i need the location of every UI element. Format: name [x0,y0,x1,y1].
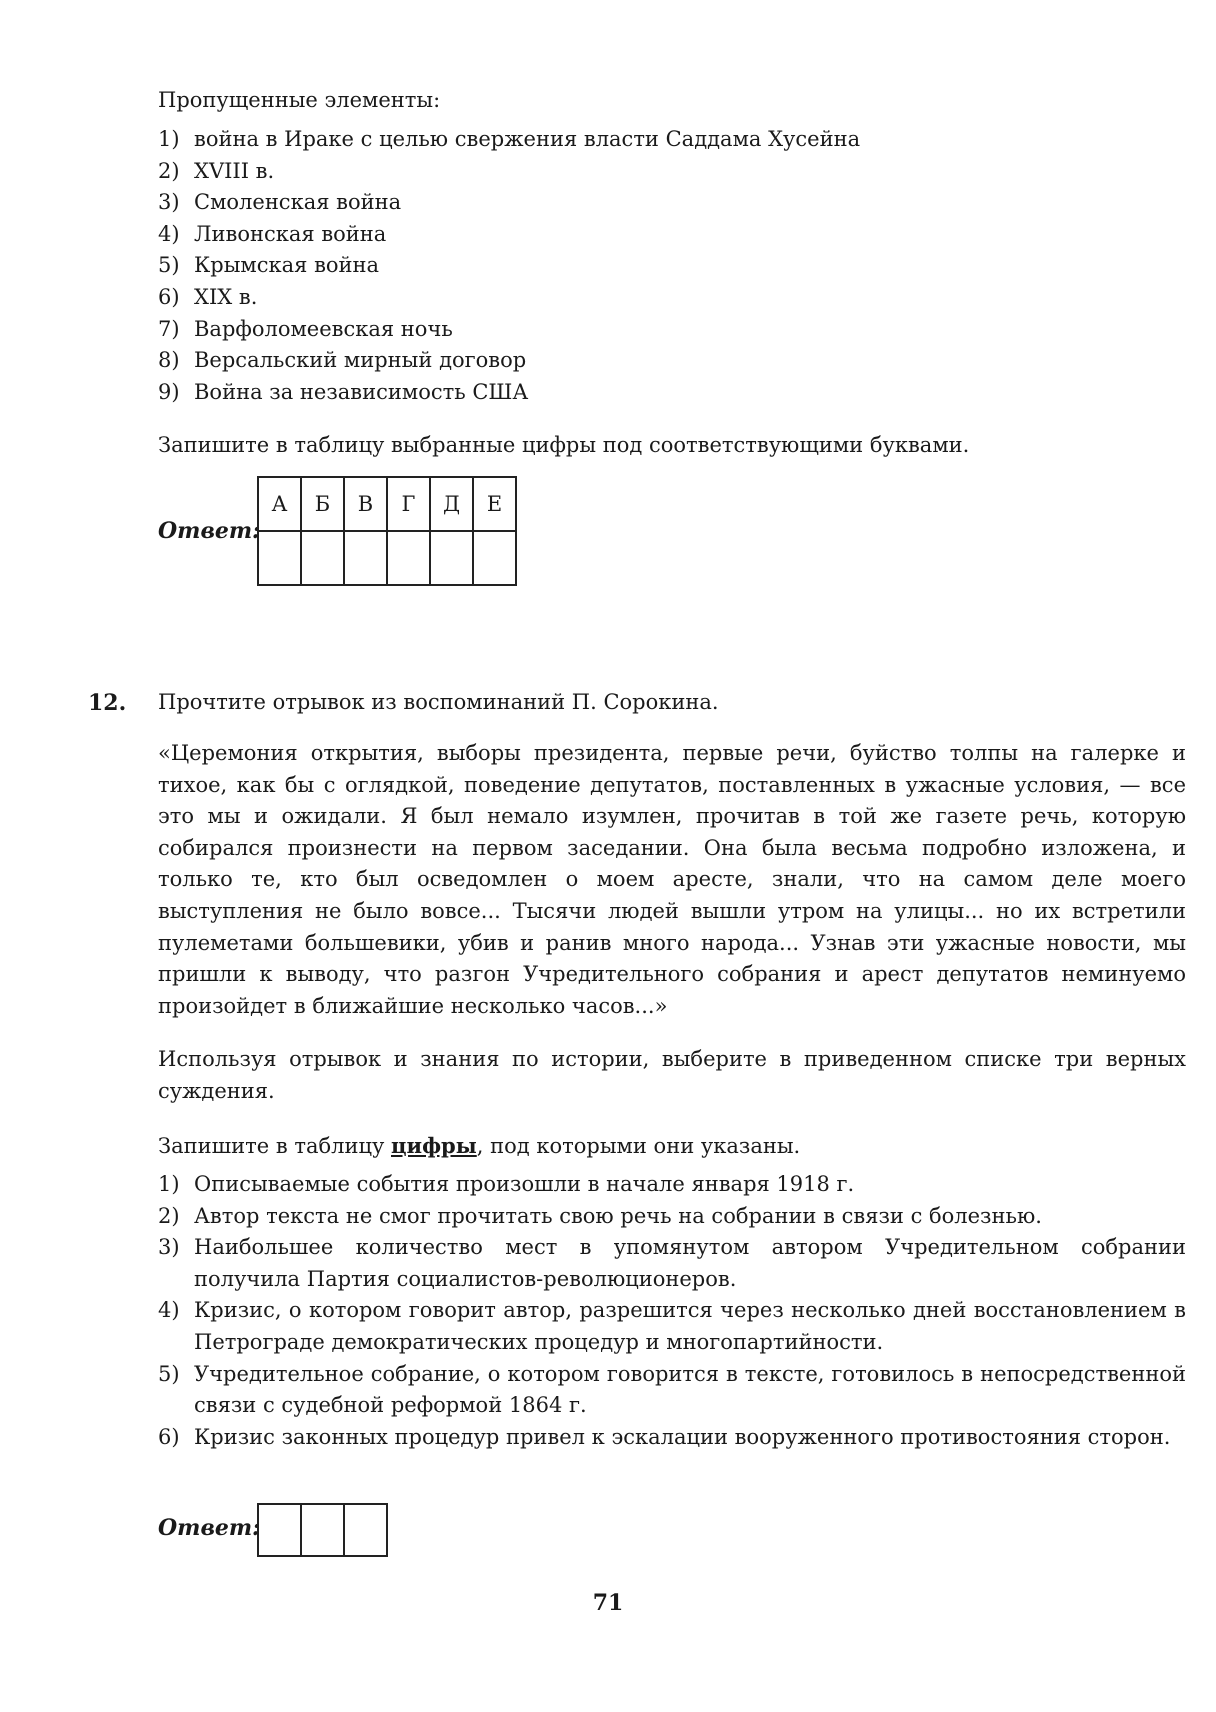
item-text: Описываемые события произошли в начале января 1918 г. [194,1172,855,1196]
letter-cell: Е [473,477,516,531]
item-number: 3) [158,190,180,215]
item-number: 4) [158,221,180,246]
item-text: Смоленская война [194,190,402,215]
item-number: 2) [158,158,180,183]
list-item [158,1232,1186,1295]
item-text: Кризис, о котором говорит автор, разрешится через несколько дней восстановлением в Петрограде демократических процедур и многопартийности. [194,1298,1186,1354]
question-number: 12. [88,690,127,716]
answer-instruction [158,1133,800,1158]
item-number: 6) [158,284,180,309]
answer-cell[interactable] [258,1504,301,1556]
page-number: 71 [592,1590,624,1616]
list-item [158,345,1058,377]
answer-cell[interactable] [301,531,344,585]
answer-table-letters [257,476,517,586]
item-text: Версальский мирный договор [194,348,527,373]
answer-cell[interactable] [430,531,473,585]
task-text: Используя отрывок и знания по истории, выберите в приведенном списке три верных суждения. [158,1047,1186,1103]
answer-cell[interactable] [473,531,516,585]
item-text: Война за независимость США [194,379,529,404]
list-item [158,1359,1186,1422]
letters-row [258,477,516,531]
table-instruction: Запишите в таблицу выбранные цифры под соответствующими буквами. [158,433,970,457]
item-text: Учредительное собрание, о котором говорится в тексте, готовилось в непосредственной связи с судебной реформой 1864 г. [194,1361,1186,1418]
item-number: 7) [158,316,180,341]
item-number: 2) [158,1203,180,1228]
answer-cell[interactable] [258,531,301,585]
missing-elements-heading: Пропущенные элементы: [158,88,441,112]
instruction-post: , под которыми они указаны. [476,1134,801,1158]
item-number: 6) [158,1424,180,1449]
answer-cell[interactable] [301,1504,344,1556]
item-text: XIX в. [194,284,258,309]
letter-cell: Г [387,477,430,531]
item-number: 8) [158,348,180,373]
item-number: 5) [158,1361,180,1386]
item-number: 3) [158,1235,180,1260]
list-item [158,124,1058,156]
item-text: Наибольшее количество мест в упомянутом автором Учредительном собрании получила Партия социалистов-революционеров. [194,1235,1186,1291]
list-item [158,187,1058,219]
question-title: Прочтите отрывок из воспоминаний П. Сорокина. [158,690,719,714]
item-text: Кризис законных процедур привел к эскалации вооруженного противостояния сторон. [194,1424,1171,1449]
list-item [158,250,1058,282]
list-item [158,1201,1186,1233]
letter-cell: Д [430,477,473,531]
list-item [158,1295,1186,1358]
item-number: 4) [158,1298,180,1323]
item-number: 9) [158,379,180,404]
list-item [158,219,1058,251]
source-quote: «Церемония открытия, выборы президента, первые речи, буйство толпы на галерке и тихое, как бы с оглядкой, поведение депутатов, поставленных в ужасные условия, — все это мы и ожидали. Я был немало изумлен, прочитав в той же газете речь, которую собирался произнести на первом заседании. Она была весьма подробно изложена, и только те, кто был осведомлен о моем аресте, знали, что на самом деле моего выступления не было вовсе... Тысячи людей вышли утром на улицы... но их встретили пулеметами большевики, убив и ранив много народа... Узнав эти ужасные новости, мы пришли к выводу, что разгон Учредительного собрания и арест депутатов неминуемо произойдет в ближайшие несколько часов...» [158,741,1186,1018]
item-text: Крымская война [194,253,380,278]
item-text: Автор текста не смог прочитать свою речь на собрании в связи с болезнью. [194,1203,1042,1228]
letter-cell: А [258,477,301,531]
letter-cell: В [344,477,387,531]
answer-label: Ответ: [158,1515,261,1541]
letter-cell: Б [301,477,344,531]
answer-cell[interactable] [344,1504,387,1556]
list-item [158,314,1058,346]
list-item [158,1422,1186,1454]
answers-row [258,531,516,585]
item-number: 1) [158,127,180,151]
answer-table-digits [257,1503,388,1557]
answer-cell[interactable] [344,531,387,585]
list-item [158,156,1058,188]
item-text: Варфоломеевская ночь [194,316,453,341]
item-number: 5) [158,253,180,278]
instruction-emphasis: цифры [391,1133,477,1158]
item-text: Ливонская война [194,221,387,246]
item-text: XVIII в. [194,158,275,183]
answer-cell[interactable] [387,531,430,585]
instruction-pre: Запишите в таблицу [158,1134,391,1158]
options-list [158,1169,1186,1453]
missing-elements-list [158,124,1058,408]
item-text: война в Ираке с целью свержения власти Саддама Хусейна [194,127,861,151]
list-item [158,282,1058,314]
answers-row [258,1504,387,1556]
list-item [158,1169,1186,1201]
answer-label: Ответ: [158,518,261,544]
list-item [158,377,1058,409]
item-number: 1) [158,1172,180,1196]
